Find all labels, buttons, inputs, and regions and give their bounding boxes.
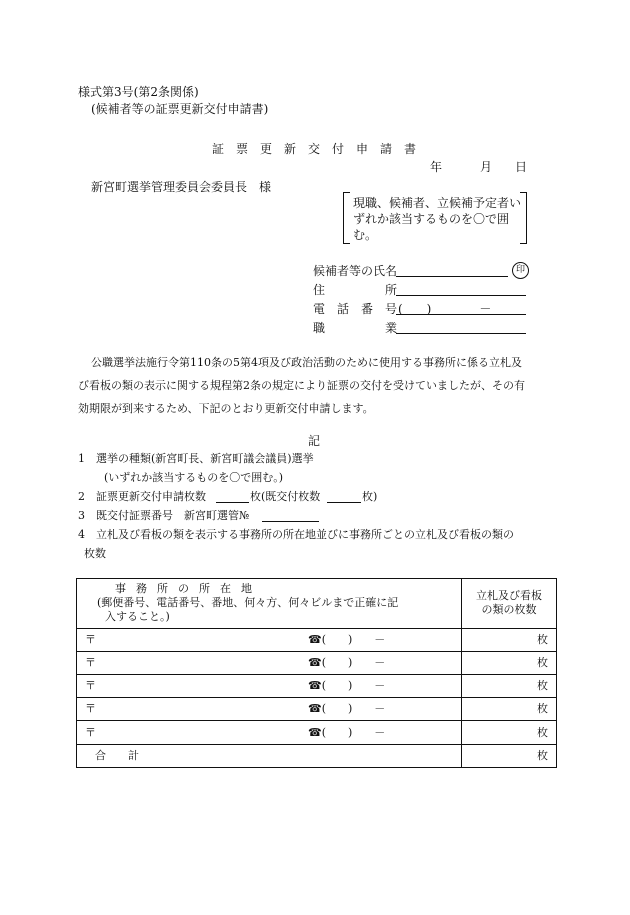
date-day: 日 [515,160,528,174]
office-count-cell[interactable] [462,674,557,697]
status-note [353,195,521,243]
phone-icon: ☎( ) － [308,632,386,646]
unit-label: 枚 [537,725,548,739]
item-2-number: 2 [78,490,85,503]
header-count-line-2: の類の枚数 [481,603,537,617]
item-1-sub: (いずれか該当するものを〇で囲む。) [104,471,284,484]
body-line-3: 効期限が到来するため、下記のとおり更新交付申請します。 [78,402,374,415]
table-row [77,651,557,674]
address-label-1: 住 [313,283,326,297]
postal-icon: 〒 [85,632,96,646]
table-row [77,698,557,721]
item-2-text-a: 証票更新交付申請枚数 [96,490,206,503]
total-unit: 枚 [537,748,548,762]
item-4-text: 立札及び看板の類を表示する事務所の所在地並びに事務所ごとの立札及び看板の類の [96,528,514,541]
name-field[interactable] [396,276,508,277]
phone-label-3: 番 [361,302,374,316]
postal-icon: 〒 [85,679,96,693]
unit-label: 枚 [537,632,548,646]
body-paragraph [78,351,525,420]
office-address-cell[interactable] [77,651,462,674]
name-label: 候補者等の氏名 [313,264,398,278]
office-count-cell[interactable] [462,628,557,651]
item-2-issued-field[interactable] [327,502,361,503]
header-location: 事務所の所在地 [115,582,262,596]
item-3-number: 3 [78,509,85,522]
status-note-line-3: む。 [353,228,378,242]
phone-icon: ☎( ) － [308,725,386,739]
note-bracket-left [343,192,350,244]
header-location-cell [77,579,462,629]
office-table [76,578,557,768]
occupation-field[interactable] [396,333,526,334]
addressee: 新宮町選挙管理委員会委員長 様 [91,180,272,194]
phone-label-1: 電 [313,302,326,316]
body-line-2: び看板の類の表示に関する規程第2条の規定により証票の交付を受けていましたが、その有 [78,379,525,392]
item-2-count-field[interactable] [216,502,249,503]
date-month: 月 [480,160,493,174]
date-year: 年 [430,160,443,174]
total-label: 合 計 [95,748,139,762]
office-address-cell[interactable] [77,721,462,744]
address-field[interactable] [396,295,526,296]
address-label-2: 所 [385,283,398,297]
phone-label-4: 号 [385,302,398,316]
header-note-line-2: 入すること。) [105,610,170,624]
header-count-cell [462,579,557,629]
item-1-number: 1 [78,452,85,465]
unit-label: 枚 [537,679,548,693]
unit-label: 枚 [537,655,548,669]
ki-heading: 記 [308,434,321,448]
table-row [77,628,557,651]
item-4-text2: 枚数 [84,547,106,560]
header-count-line-1: 立札及び看板 [476,589,542,603]
postal-icon: 〒 [85,725,96,739]
postal-icon: 〒 [85,702,96,716]
office-address-cell[interactable] [77,674,462,697]
header-note-line-1: (郵便番号、電話番号、番地、何々方、何々ビルまで正確に記 [97,596,399,610]
page-title: 証票更新交付申請書 [212,142,429,156]
status-note-line-1: 現職、候補者、立候補予定者い [353,196,522,210]
item-3-text: 既交付証票番号 新宮町選管№ [96,509,250,522]
total-row [77,744,557,767]
table-row [77,674,557,697]
office-count-cell[interactable] [462,698,557,721]
item-1-text: 選挙の種類(新宮町長、新宮町議会議員)選挙 [96,452,314,465]
phone-format: ( ) － [398,302,492,316]
office-count-cell[interactable] [462,651,557,674]
table-row [77,721,557,744]
table-header-row [77,579,557,629]
phone-icon: ☎( ) － [308,702,386,716]
item-2-text-c: 枚) [362,490,378,503]
item-3-number-field[interactable] [262,521,319,522]
office-address-cell[interactable] [77,698,462,721]
office-count-cell[interactable] [462,721,557,744]
status-note-line-2: ずれか該当するものを〇で囲 [353,212,510,226]
note-bracket-right [520,192,527,244]
occupation-label-1: 職 [313,321,326,335]
phone-icon: ☎( ) － [308,655,386,669]
form-number: 様式第3号(第2条関係) [78,85,199,99]
item-2-text-b: 枚(既交付枚数 [250,490,321,503]
total-count-cell[interactable] [462,744,557,767]
phone-icon: ☎( ) － [308,679,386,693]
phone-field[interactable] [396,314,526,315]
total-label-cell [77,744,462,767]
unit-label: 枚 [537,702,548,716]
occupation-label-2: 業 [385,321,398,335]
seal-mark: 印 [512,262,529,279]
item-4-number: 4 [78,528,85,541]
form-subtitle: (候補者等の証票更新交付申請書) [91,102,269,116]
body-line-1: 公職選挙法施行令第110条の5第4項及び政治活動のために使用する事務所に係る立札及 [91,356,522,369]
postal-icon: 〒 [85,655,96,669]
phone-label-2: 話 [337,302,350,316]
office-address-cell[interactable] [77,628,462,651]
